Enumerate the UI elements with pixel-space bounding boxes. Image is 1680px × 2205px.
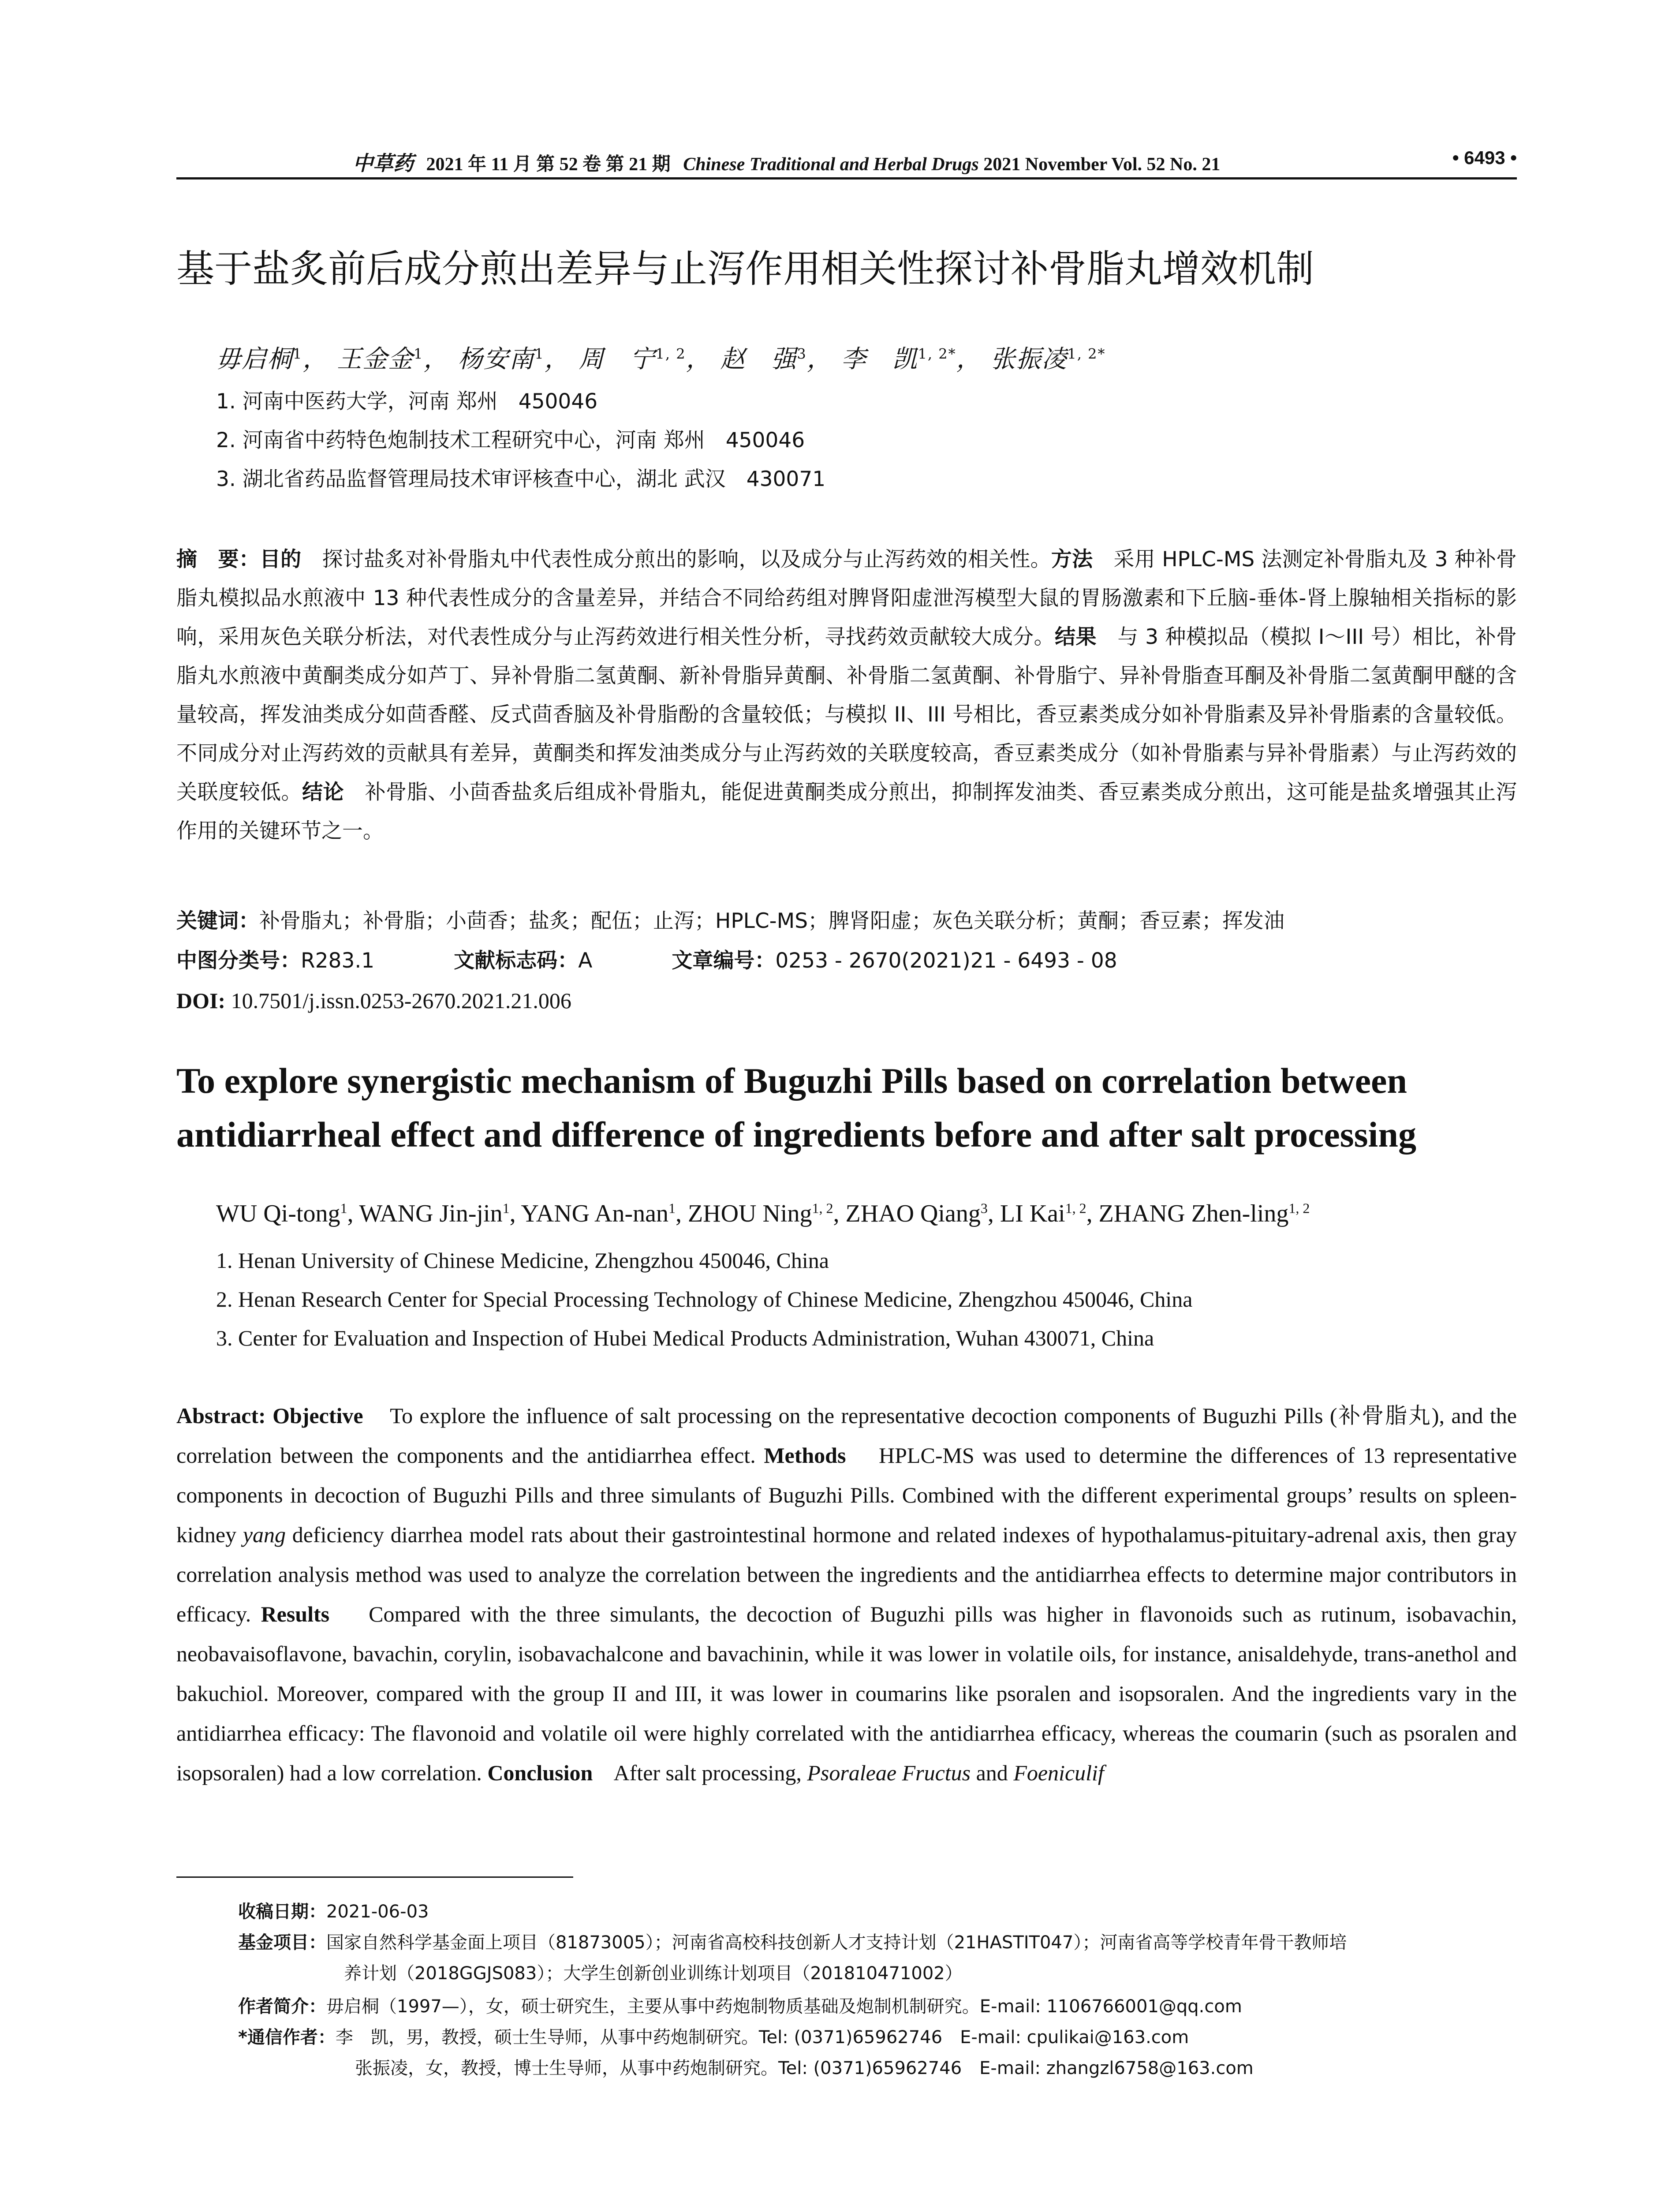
author-affil: 1, 2* — [918, 345, 956, 363]
author-affil: 1 — [293, 345, 303, 363]
received-value: 2021-06-03 — [326, 1902, 429, 1922]
keywords-line — [176, 902, 1517, 941]
en-conclusion-italic-2: Foeniculif — [1013, 1760, 1104, 1785]
author-name: 杨安南 — [458, 345, 535, 374]
results-label: 结果 — [1055, 625, 1097, 649]
doi-value: 10.7501/j.issn.0253-2670.2021.21.006 — [231, 988, 571, 1013]
doi-label: DOI: — [176, 988, 226, 1013]
fund-line-1 — [238, 1929, 1347, 1956]
keywords-label: 关键词： — [176, 909, 259, 933]
author-name: 赵 强 — [720, 345, 797, 374]
cn-affiliation-2: 2. 河南省中药特色炮制技术工程研究中心，河南 郑州 450046 — [216, 428, 805, 452]
en-methods-text-a: HPLC-MS was used to determine the differences of 13 representative components in decoction of Buguzhi Pills and three simulants of Buguzhi Pills. Combined with the different experimental groups’ results on spleen-kidney — [176, 1443, 1517, 1547]
conclusion-text: 补骨脂、小茴香盐炙后组成补骨脂丸，能促进黄酮类成分煎出，抑制挥发油类、香豆素类成分煎出，这可能是盐炙增强其止泻作用的关键环节之一。 — [176, 780, 1517, 843]
running-header — [176, 138, 1517, 177]
en-abstract-label: Abstract: Objective — [176, 1403, 363, 1428]
journal-line — [353, 147, 1220, 176]
author-affil: 1 — [340, 1200, 347, 1216]
en-affiliation-1: 1. Henan University of Chinese Medicine, Zhengzhou 450046, China — [216, 1248, 829, 1273]
journal-name-en: Chinese Traditional and Herbal Drugs — [683, 154, 979, 175]
author-affil: 1 — [668, 1200, 676, 1216]
en-conclusion-label: Conclusion — [487, 1760, 593, 1785]
objective-text: 探讨盐炙对补骨脂丸中代表性成分煎出的影响，以及成分与止泻药效的相关性。 — [322, 547, 1051, 572]
en-conclusion-italic-1: Psoraleae Fructus — [807, 1760, 971, 1785]
english-title: To explore synergistic mechanism of Buguzhi Pills based on correlation between antidiarrheal effect and difference of ingredients before and after salt processing — [176, 1061, 1416, 1155]
author-name: YANG An-nan — [521, 1200, 668, 1227]
corr-text-1: 李 凯，男，教授，硕士生导师，从事中药炮制研究。Tel: (0371)65962746 E-mail: cpulikai@163.com — [335, 2027, 1189, 2048]
author-name: WANG Jin-jin — [359, 1200, 503, 1227]
clc-value: R283.1 — [301, 949, 375, 973]
author-bio — [238, 1993, 1242, 2020]
author-affil: 3 — [980, 1200, 988, 1216]
issue-en: 2021 November Vol. 52 No. 21 — [983, 154, 1221, 175]
author-affil: 1 — [534, 345, 545, 363]
objective-label: 目的 — [259, 547, 302, 572]
corresponding-author-1 — [238, 2024, 1189, 2051]
fund-label: 基金项目： — [238, 1932, 326, 1953]
chinese-abstract — [176, 540, 1517, 851]
received-label: 收稿日期： — [238, 1902, 326, 1922]
author-affil: 1 — [502, 1200, 510, 1216]
received-date — [238, 1899, 429, 1925]
page-number: • 6493 • — [1452, 147, 1517, 168]
author-affil: 1, 2 — [812, 1200, 833, 1216]
en-methods-text-b: deficiency diarrhea model rats about their gastrointestinal hormone and related indexes of hypothalamus-pituitary-adrenal axis, then gray correlation analysis method was used to analyze the correlation between the ingredients and the antidiarrhea effects to determine major contributors in efficacy. — [176, 1522, 1517, 1626]
fund-text-2: 养计划（2018GGJS083）；大学生创新创业训练计划项目（201810471002） — [344, 1963, 963, 1984]
en-methods-label: Methods — [764, 1443, 846, 1468]
abstract-label: 摘 要： — [176, 547, 260, 572]
author-name: ZHOU Ning — [687, 1200, 812, 1227]
bio-text: 毋启桐（1997—），女，硕士研究生，主要从事中药炮制物质基础及炮制机制研究。E-mail: 1106766001@qq.com — [326, 1996, 1242, 2017]
doi-line — [176, 981, 1517, 1020]
author-affil: 1 — [414, 345, 424, 363]
doc-code-value: A — [578, 949, 593, 973]
author-name: WU Qi-tong — [216, 1200, 340, 1227]
methods-label: 方法 — [1051, 547, 1093, 572]
en-conclusion-text-b: and — [976, 1760, 1008, 1785]
author-name: ZHAO Qiang — [845, 1200, 981, 1227]
author-affil: 3 — [797, 345, 807, 363]
author-name: 李 凯 — [841, 345, 918, 374]
en-conclusion-text-a: After salt processing, — [613, 1760, 802, 1785]
doc-code-label: 文献标志码： — [454, 949, 579, 973]
header-rule — [176, 177, 1517, 179]
conclusion-label: 结论 — [302, 780, 344, 804]
english-abstract — [176, 1396, 1517, 1793]
author-affil: 1, 2* — [1067, 345, 1106, 363]
classification-line — [176, 942, 1517, 980]
en-affiliation-3: 3. Center for Evaluation and Inspection of Hubei Medical Products Administration, Wuhan 430071, China — [216, 1326, 1154, 1350]
journal-name-cn: 中草药 — [353, 151, 414, 175]
author-name: 王金金 — [337, 345, 414, 374]
bio-label: 作者简介： — [238, 1996, 326, 2017]
fund-text-1: 国家自然科学基金面上项目（81873005）；河南省高校科技创新人才支持计划（21HASTIT047）；河南省高等学校青年骨干教师培 — [326, 1932, 1347, 1953]
en-objective-text: To explore the influence of salt processing on the representative decoction components of Buguzhi Pills (补骨脂丸), and the correlation between the components and the antidiarrhea effect. — [176, 1403, 1517, 1468]
author-affil: 1, 2 — [1065, 1200, 1086, 1216]
author-affil: 1, 2 — [1288, 1200, 1310, 1216]
corr-label: *通信作者： — [238, 2027, 336, 2048]
en-affiliation-2: 2. Henan Research Center for Special Processing Technology of Chinese Medicine, Zhengzhou 450046, China — [216, 1287, 1193, 1312]
author-affil: 1, 2 — [655, 345, 686, 363]
author-name: 张振凌 — [990, 345, 1068, 374]
author-name: 周 宁 — [579, 345, 656, 374]
author-name: 毋启桐 — [216, 345, 293, 374]
chinese-title: 基于盐炙前后成分煎出差异与止泻作用相关性探讨补骨脂丸增效机制 — [176, 247, 1314, 291]
article-no-label: 文章编号： — [672, 949, 776, 973]
footnote-rule — [176, 1876, 573, 1878]
english-authors: WU Qi-tong$^1$, WANG Jin-jin$^1$, YANG An-nan$^1$, ZHOU Ning$^{1, 2}$, ZHAO Qiang$^3$, LI Kai$^{1, 2}$, ZHANG Zhen-ling$^{1, 2}$ — [216, 1200, 1310, 1227]
methods-text: 采用 HPLC-MS 法测定补骨脂丸及 3 种补骨脂丸模拟品水煎液中 13 种代表性成分的含量差异，并结合不同给药组对脾肾阳虚泄泻模型大鼠的胃肠激素和下丘脑-垂体-肾上腺轴相关指标的影响，采用灰色关联分析法，对代表性成分与止泻药效进行相关性分析，寻找药效贡献较大成分。 — [176, 547, 1517, 649]
cn-affiliation-3: 3. 湖北省药品监督管理局技术审评核查中心，湖北 武汉 430071 — [216, 467, 826, 491]
corresponding-author-2: 张振凌，女，教授，博士生导师，从事中药炮制研究。Tel: (0371)65962746 E-mail: zhangzl6758@163.com — [355, 2058, 1254, 2078]
clc-label: 中图分类号： — [176, 949, 301, 973]
results-text: 与 3 种模拟品（模拟 I～III 号）相比，补骨脂丸水煎液中黄酮类成分如芦丁、异补骨脂二氢黄酮、新补骨脂异黄酮、补骨脂二氢黄酮、补骨脂宁、异补骨脂查耳酮及补骨脂二氢黄酮甲醚的含量较高，挥发油类成分如茴香醛、反式茴香脑及补骨脂酚的含量较低；与模拟 II、III 号相比，香豆素类成分如补骨脂素及异补骨脂素的含量较低。不同成分对止泻药效的贡献具有差异，黄酮类和挥发油类成分与止泻药效的关联度较高，香豆素类成分（如补骨脂素与异补骨脂素）与止泻药效的关联度较低。 — [176, 625, 1517, 804]
article-no-value: 0253 - 2670(2021)21 - 6493 - 08 — [775, 949, 1117, 973]
author-name: ZHANG Zhen-ling — [1098, 1200, 1289, 1227]
cn-affiliation-1: 1. 河南中医药大学，河南 郑州 450046 — [216, 389, 598, 414]
chinese-authors: 毋启桐$^1$， 王金金$^1$， 杨安南$^1$， 周 宁$^{1, 2}$， 赵 强$^3$， 李 凯$^{1, 2*}$， 张振凌$^{1, 2*}$ — [216, 345, 1106, 374]
en-methods-yang: yang — [243, 1522, 286, 1547]
issue-cn: 2021 年 11 月 第 52 卷 第 21 期 — [426, 154, 671, 175]
author-name: LI Kai — [1000, 1200, 1065, 1227]
keywords-text: 补骨脂丸；补骨脂；小茴香；盐炙；配伍；止泻；HPLC-MS；脾肾阳虚；灰色关联分析；黄酮；香豆素；挥发油 — [259, 909, 1285, 933]
en-results-text: Compared with the three simulants, the decoction of Buguzhi pills was higher in flavonoids such as rutinum, isobavachin, neobavaisoflavone, bavachin, corylin, isobavachalcone and bavachinin, while it was lower in volatile oils, for instance, anisaldehyde, trans-anethol and bakuchiol. Moreover, compared with the group II and III, it was lower in coumarins like psoralen and isopsoralen. And the ingredients vary in the antidiarrhea efficacy: The flavonoid and volatile oil were highly correlated with the antidiarrhea efficacy, whereas the coumarin (such as psoralen and isopsoralen) had a low correlation. — [176, 1602, 1517, 1785]
en-results-label: Results — [261, 1602, 330, 1626]
